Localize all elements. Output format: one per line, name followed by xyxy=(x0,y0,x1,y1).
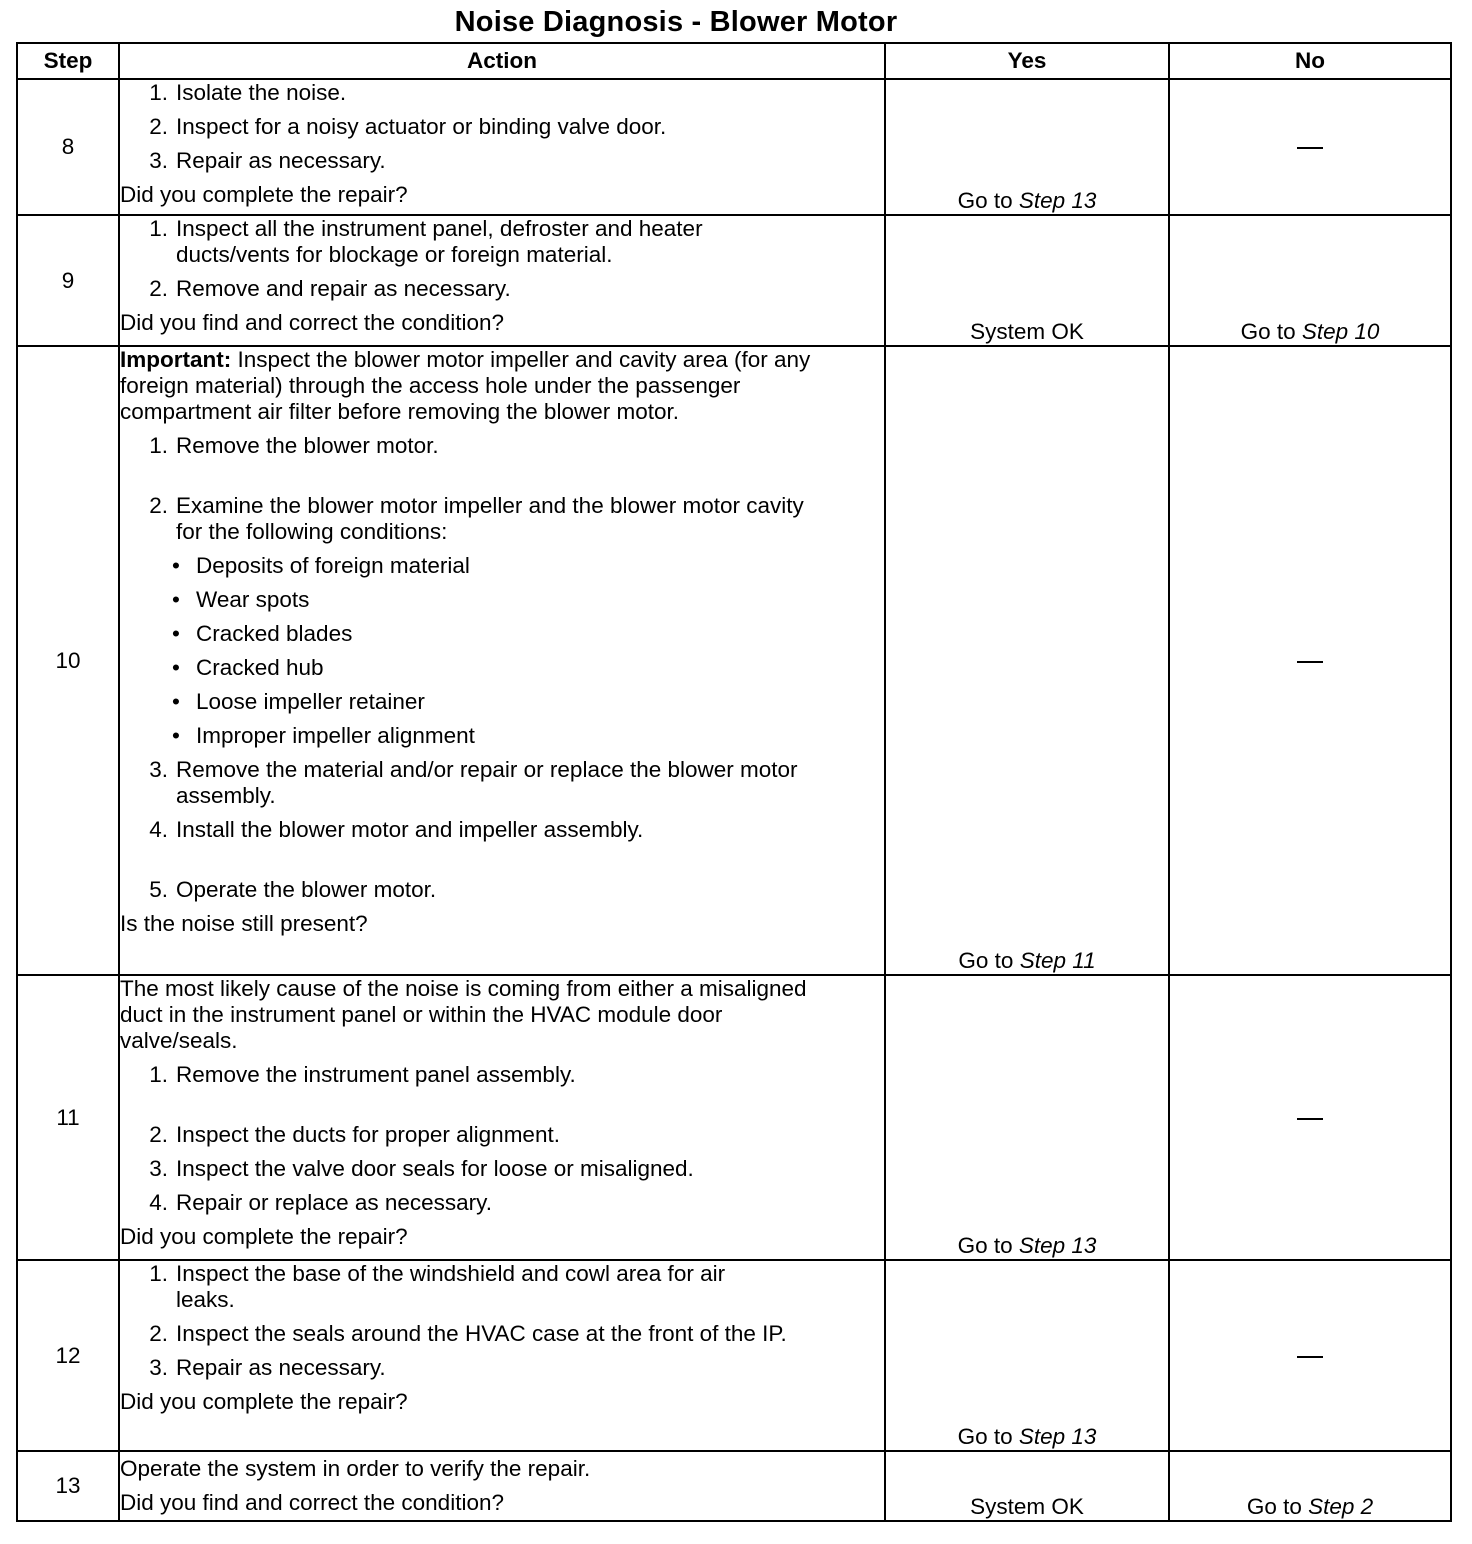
step-number: 12 xyxy=(17,1260,119,1451)
list-item: 2. Examine the blower motor impeller and the blower motor cavity for the following conditions: xyxy=(149,492,804,544)
no-cell: Go to Step 2 xyxy=(1169,1451,1451,1521)
bullet-item: • Loose impeller retainer xyxy=(172,688,425,714)
no-cell xyxy=(1169,79,1451,215)
list-item: 3. Repair as necessary. xyxy=(149,1355,386,1381)
no-cell: Go to Step 10 xyxy=(1169,215,1451,345)
step-number: 13 xyxy=(17,1451,119,1521)
step-number: 11 xyxy=(17,975,119,1260)
bullet-item: • Deposits of foreign material xyxy=(172,552,470,578)
step-link[interactable]: Step 13 xyxy=(1018,188,1097,214)
action-cell xyxy=(119,1451,885,1521)
table-row xyxy=(17,1260,1451,1451)
header-no: No xyxy=(1169,43,1451,79)
yes-cell: Go to Step 13 xyxy=(885,975,1169,1260)
table-row xyxy=(17,975,1451,1260)
step-link[interactable]: Step 13 xyxy=(1018,1423,1097,1449)
bullet-item: • Cracked hub xyxy=(172,654,324,680)
dash-icon xyxy=(1297,1118,1323,1120)
yes-cell: Go to Step 13 xyxy=(885,79,1169,215)
action-cell xyxy=(119,1260,885,1451)
list-item: 3. Repair as necessary. xyxy=(149,148,386,173)
yes-cell: System OK xyxy=(885,215,1169,345)
question: Did you complete the repair? xyxy=(120,182,408,207)
list-item: 1. Isolate the noise. xyxy=(149,80,347,105)
step-link[interactable]: Step 11 xyxy=(1019,948,1096,974)
list-item: 4. Install the blower motor and impeller assembly. xyxy=(149,816,644,842)
list-item: 5. Operate the blower motor. xyxy=(149,876,437,902)
action-cell xyxy=(119,215,885,345)
question: Did you find and correct the condition? xyxy=(120,1489,504,1515)
bullet-item: • Cracked blades xyxy=(172,620,353,646)
table-row xyxy=(17,1451,1451,1521)
no-cell xyxy=(1169,1260,1451,1451)
question: Did you find and correct the condition? xyxy=(120,310,504,336)
step-number: 8 xyxy=(17,79,119,215)
intro-text: The most likely cause of the noise is coming from either a misaligned duct in the instrument panel or within the HVAC module door valve/seals. xyxy=(120,976,807,1054)
header-step: Step xyxy=(17,43,119,79)
step-link[interactable]: Step 10 xyxy=(1301,318,1380,344)
list-item: 3. Inspect the valve door seals for loose or misaligned. xyxy=(149,1156,694,1182)
question: Did you complete the repair? xyxy=(120,1389,408,1415)
step-link[interactable]: Step 2 xyxy=(1308,1494,1374,1519)
diagnosis-table xyxy=(16,42,1452,1522)
question: Did you complete the repair? xyxy=(120,1224,408,1250)
step-link[interactable]: Step 13 xyxy=(1018,1233,1097,1259)
list-item: 4. Repair or replace as necessary. xyxy=(149,1190,492,1216)
intro-text: Operate the system in order to verify the repair. xyxy=(120,1455,591,1481)
bullet-item: • Improper impeller alignment xyxy=(172,722,475,748)
table-row xyxy=(17,79,1451,215)
list-item: 1. Inspect all the instrument panel, defroster and heater ducts/vents for blockage or foreign material. xyxy=(149,216,703,268)
question: Is the noise still present? xyxy=(120,910,368,936)
step-number: 9 xyxy=(17,215,119,345)
yes-cell: Go to Step 11 xyxy=(885,346,1169,976)
dash-icon xyxy=(1297,661,1323,663)
table-row xyxy=(17,346,1451,976)
step-number: 10 xyxy=(17,346,119,976)
list-item: 2. Inspect for a noisy actuator or binding valve door. xyxy=(149,114,667,139)
list-item: 2. Remove and repair as necessary. xyxy=(149,276,511,302)
yes-cell: System OK xyxy=(885,1451,1169,1521)
list-item: 2. Inspect the ducts for proper alignment. xyxy=(149,1122,560,1148)
list-item: 1. Inspect the base of the windshield and cowl area for air leaks. xyxy=(149,1261,726,1313)
action-cell xyxy=(119,975,885,1260)
page-title: Noise Diagnosis - Blower Motor xyxy=(454,6,898,38)
no-cell xyxy=(1169,975,1451,1260)
list-item: 2. Inspect the seals around the HVAC case at the front of the IP. xyxy=(149,1321,787,1347)
list-item: 1. Remove the instrument panel assembly. xyxy=(149,1062,576,1088)
action-cell xyxy=(119,79,885,215)
header-yes: Yes xyxy=(885,43,1169,79)
header-row xyxy=(17,43,1451,79)
action-cell xyxy=(119,346,885,976)
dash-icon xyxy=(1297,1356,1323,1358)
dash-icon xyxy=(1297,147,1323,149)
important-note: Important: Inspect the blower motor impeller and cavity area (for any foreign material) through the access hole under the passenger compartment air filter before removing the blower motor. xyxy=(120,346,811,424)
no-cell xyxy=(1169,346,1451,976)
table-row xyxy=(17,215,1451,345)
bullet-item: • Wear spots xyxy=(172,586,310,612)
header-action: Action xyxy=(119,43,885,79)
list-item: 3. Remove the material and/or repair or replace the blower motor assembly. xyxy=(149,756,798,808)
yes-cell: Go to Step 13 xyxy=(885,1260,1169,1451)
list-item: 1. Remove the blower motor. xyxy=(149,432,439,458)
